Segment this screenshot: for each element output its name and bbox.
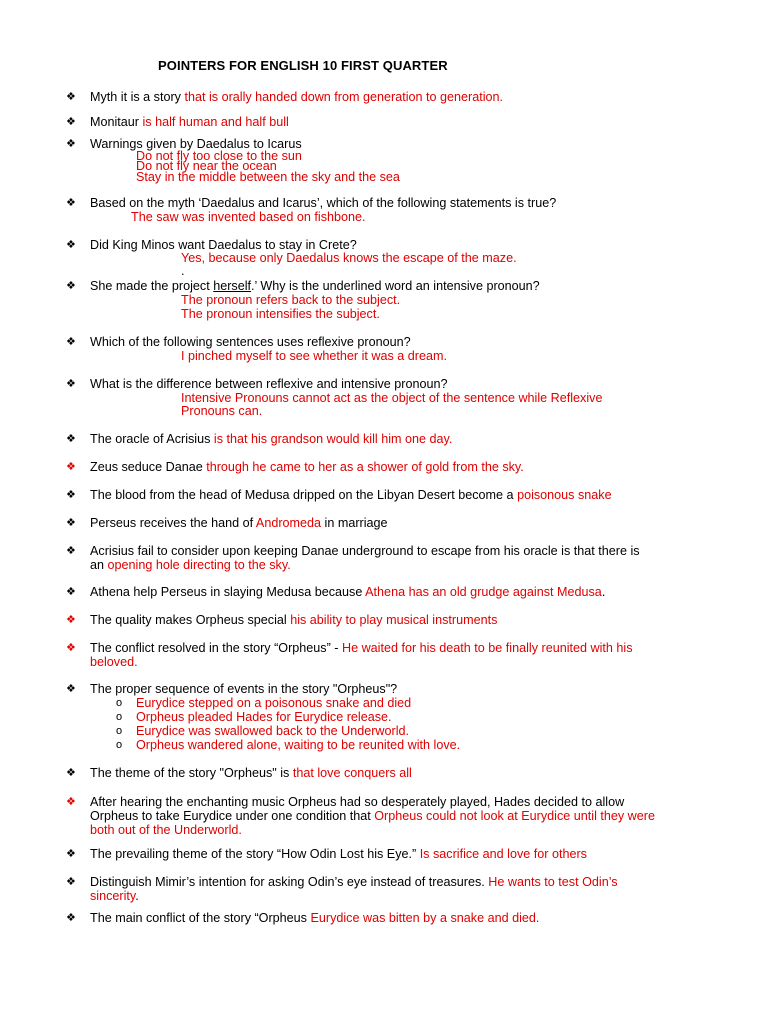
- list-item: What is the difference between reflexive and intensive pronoun?: [90, 377, 448, 391]
- answer-line: The pronoun refers back to the subject.: [181, 293, 401, 307]
- bullet-icon: ❖: [66, 138, 76, 150]
- answer-line: Eurydice stepped on a poisonous snake and died: [136, 696, 412, 710]
- list-item: Acrisius fail to consider upon keeping Danae underground to escape from his oracle is that there is an opening hole directing to the sky.: [90, 544, 640, 572]
- bullet-icon: ❖: [66, 489, 76, 501]
- bullet-icon: ❖: [66, 876, 76, 888]
- list-item: The proper sequence of events in the story "Orpheus"?: [90, 682, 398, 696]
- sub-bullet-icon: o: [116, 697, 123, 709]
- bullet-icon: ❖: [66, 796, 76, 808]
- answer-line: Intensive Pronouns cannot act as the object of the sentence while Reflexive: [181, 391, 603, 405]
- bullet-icon: ❖: [66, 239, 76, 251]
- list-item: Based on the myth ‘Daedalus and Icarus’, which of the following statements is true?: [90, 196, 557, 210]
- answer-line: Orpheus pleaded Hades for Eurydice release.: [136, 710, 392, 724]
- bullet-icon: ❖: [66, 614, 76, 626]
- list-item: The conflict resolved in the story “Orpheus” - He waited for his death to be finally reunited with his beloved.: [90, 641, 633, 669]
- bullet-icon: ❖: [66, 912, 76, 924]
- list-item: Perseus receives the hand of Andromeda in marriage: [90, 516, 388, 530]
- answer-line: The pronoun intensifies the subject.: [181, 307, 380, 321]
- bullet-icon: ❖: [66, 517, 76, 529]
- answer-line: Do not fly too close to the sun: [136, 149, 302, 163]
- list-item: Monitaur is half human and half bull: [90, 115, 289, 129]
- bullet-icon: ❖: [66, 767, 76, 779]
- answer-line: Do not fly near the ocean: [136, 159, 277, 173]
- list-item: After hearing the enchanting music Orpheus had so desperately played, Hades decided to allow Orpheus to take Eurydice under one condition that Orpheus could not look at Eurydice until they were both out of the Underworld.: [90, 795, 655, 837]
- list-item: The quality makes Orpheus special his ability to play musical instruments: [90, 613, 498, 627]
- list-item: Distinguish Mimir’s intention for asking Odin’s eye instead of treasures. He wants to test Odin’s sincerity.: [90, 875, 618, 903]
- bullet-icon: ❖: [66, 378, 76, 390]
- list-item: Warnings given by Daedalus to Icarus: [90, 137, 302, 151]
- answer-line: Pronouns can.: [181, 404, 263, 418]
- bullet-icon: ❖: [66, 642, 76, 654]
- sub-bullet-icon: o: [116, 739, 123, 751]
- list-item: Which of the following sentences uses reflexive pronoun?: [90, 335, 411, 349]
- bullet-icon: ❖: [66, 91, 76, 103]
- bullet-icon: ❖: [66, 433, 76, 445]
- sub-bullet-icon: o: [116, 725, 123, 737]
- sub-bullet-icon: o: [116, 711, 123, 723]
- list-item: The oracle of Acrisius is that his grandson would kill him one day.: [90, 432, 453, 446]
- bullet-icon: ❖: [66, 280, 76, 292]
- bullet-icon: ❖: [66, 197, 76, 209]
- list-item: The blood from the head of Medusa dripped on the Libyan Desert become a poisonous snake: [90, 488, 612, 502]
- list-item: Did King Minos want Daedalus to stay in Crete?: [90, 238, 357, 252]
- bullet-icon: ❖: [66, 586, 76, 598]
- answer-line: Stay in the middle between the sky and the sea: [136, 170, 400, 184]
- dot-mark: .: [181, 264, 185, 278]
- answer-line: The saw was invented based on fishbone.: [131, 210, 366, 224]
- bullet-icon: ❖: [66, 336, 76, 348]
- list-item: Athena help Perseus in slaying Medusa because Athena has an old grudge against Medusa.: [90, 585, 606, 599]
- bullet-icon: ❖: [66, 545, 76, 557]
- answer-line: Orpheus wandered alone, waiting to be reunited with love.: [136, 738, 461, 752]
- list-item: Zeus seduce Danae through he came to her as a shower of gold from the sky.: [90, 460, 524, 474]
- bullet-icon: ❖: [66, 848, 76, 860]
- bullet-icon: ❖: [66, 461, 76, 473]
- list-item: The main conflict of the story “Orpheus Eurydice was bitten by a snake and died.: [90, 911, 540, 925]
- answer-line: Eurydice was swallowed back to the Underworld.: [136, 724, 409, 738]
- answer-line: I pinched myself to see whether it was a dream.: [181, 349, 447, 363]
- bullet-icon: ❖: [66, 683, 76, 695]
- list-item: The theme of the story "Orpheus" is that love conquers all: [90, 766, 412, 780]
- bullet-icon: ❖: [66, 116, 76, 128]
- page-title: POINTERS FOR ENGLISH 10 FIRST QUARTER: [158, 58, 448, 73]
- list-item: The prevailing theme of the story “How Odin Lost his Eye.” Is sacrifice and love for others: [90, 847, 587, 861]
- list-item: She made the project herself.’ Why is the underlined word an intensive pronoun?: [90, 279, 540, 293]
- answer-line: Yes, because only Daedalus knows the escape of the maze.: [181, 251, 517, 265]
- list-item: Myth it is a story that is orally handed down from generation to generation.: [90, 90, 504, 104]
- underlined-word: herself: [213, 279, 252, 293]
